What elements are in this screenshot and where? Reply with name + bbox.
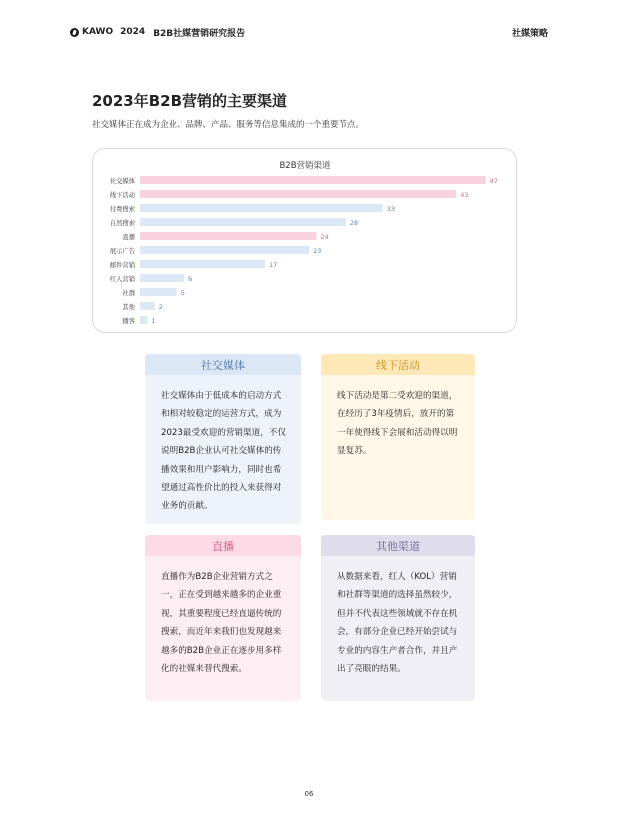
chart-title: B2B营销渠道 [279,161,331,171]
channel-bar-chart [93,149,518,334]
card-livestream-body: 直播作为B2B企业营销方式之一，正在受到越来越多的企业重视，其重要程度已经直逼传统的搜索，而近年来我们也发现越来越多的B2B企业正在逐步用多样化的社媒来替代搜索。 [161,572,282,675]
bar [140,246,309,254]
value-label: 47 [489,177,498,185]
bar [140,232,317,240]
card-social-media-title: 社交媒体 [145,354,301,375]
value-label: 28 [349,219,359,227]
bar [140,316,147,324]
card-livestream [145,535,301,701]
value-label: 24 [320,233,329,241]
bar [140,274,184,282]
value-label: 23 [313,247,322,255]
bar [140,302,155,310]
card-other-channels [321,535,475,701]
value-label: 17 [269,261,278,269]
card-livestream-title: 直播 [145,535,301,556]
page-title: 2023年B2B营销的主要渠道 [92,92,288,110]
channel-chart-card [92,148,517,333]
value-label: 1 [151,317,156,325]
bar [140,260,265,268]
bar [140,204,383,212]
page-header [70,25,548,39]
value-label: 5 [180,289,185,297]
bar [140,190,456,198]
category-label: 线下活动 [109,192,135,199]
category-label: 展示广告 [109,248,135,255]
category-label: 播客 [122,318,135,325]
bar [140,176,486,184]
category-label: 自然搜索 [109,220,135,227]
bar [140,288,177,296]
card-other-channels-body: 从数据来看，红人（KOL）营销和社群等渠道的选择虽然较少，但并不代表这些领域就不存在机会，有部分企业已经开始尝试与专业的内容生产者合作，并且产出了亮眼的结果。 [337,572,458,675]
bar [140,218,346,226]
report-year: 2024 [120,27,146,37]
section-name: 社媒策略 [511,28,548,39]
page-number: 06 [304,790,314,798]
category-label: 直播 [122,234,135,241]
header-brand-group [70,26,245,39]
kawo-logo-icon [70,28,79,37]
value-label: 2 [158,303,163,311]
category-label: 社群 [122,290,135,297]
report-name: B2B社媒营销研究报告 [153,28,246,39]
value-label: 33 [386,205,395,213]
card-offline-events-title: 线下活动 [321,354,475,375]
card-social-media-body: 社交媒体由于低成本的启动方式和相对较稳定的运营方式，成为2023最受欢迎的营销渠道，不仅说明B2B企业认可社交媒体的传播效果和用户影响力，同时也希望通过高性价比的投入来获得对业务的贡献。 [161,391,286,512]
category-label: 红人营销 [109,276,135,283]
card-social-media [145,354,301,524]
brand-name: KAWO [82,27,114,37]
category-label: 其他 [122,304,135,311]
category-label: 邮件营销 [109,262,135,269]
value-label: 6 [188,275,193,283]
card-offline-events [321,354,475,520]
card-other-channels-title: 其他渠道 [321,535,475,556]
card-offline-events-body: 线下活动是第二受欢迎的渠道，在经历了3年疫情后，放开的第一年使得线下会展和活动得以明显复苏。 [337,391,458,457]
value-label: 43 [460,191,469,199]
category-label: 付费搜索 [109,206,135,213]
category-label: 社交媒体 [109,178,135,185]
page-subtitle: 社交媒体正在成为企业、品牌、产品、服务等信息集成的一个重要节点。 [92,120,365,130]
